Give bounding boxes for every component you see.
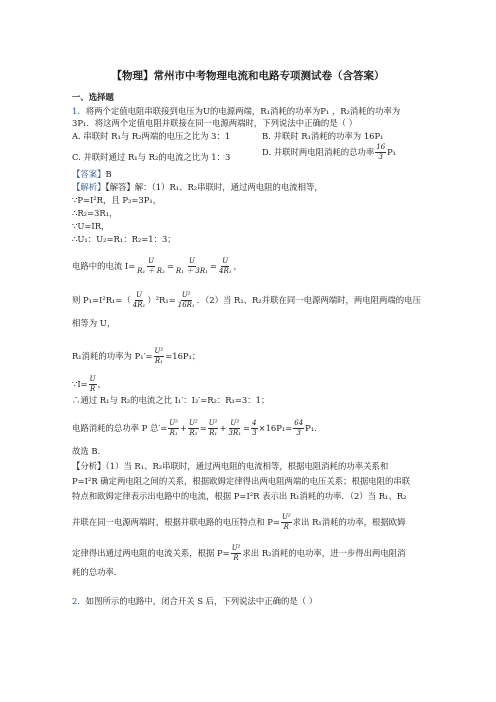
answer-line — [72, 169, 432, 180]
analysis-tag: 【解析】 — [72, 182, 106, 192]
choose-line: 故选 B． — [72, 446, 106, 456]
step-2: ∴R₂=3R₁， — [72, 208, 118, 218]
option-row-ab — [72, 131, 432, 142]
option-d: D. 并联时两电阻消耗的总功率 $\frac{16}{3}$ P₁ — [262, 143, 397, 161]
question-1-line-2: 3P₁．将这两个定值电阻并联接在同一电源两端时，下列说法中正确的是（ ） — [72, 118, 357, 128]
question-number: 1． — [72, 106, 86, 116]
fraction: $\frac{16}{3}$ — [376, 143, 386, 161]
current-formula: 电路中的电流 I= $\frac{U}{\text{R₁ ＋ R₂}}$ = $\frac{U}{\text{R₁ ＋ 3R₁}}$ = $\frac{U}{\text{4R₁}}$ ， — [72, 257, 242, 275]
question-1-line-1: 1．将两个定值电阻串联接到电压为U的电源两端，R₁消耗的功率为P₁ ，R₂消耗的功率为 — [72, 106, 401, 116]
analysis-line: 【解析】【解答】解：（1）R₁、R₂串联时，通过两电阻的电流相等， — [72, 182, 323, 192]
option-b: B. 并联时 R₁消耗的功率为 16P₁ — [262, 131, 384, 141]
question-2: 2．如图所示的电路中，闭合开关 S 后，下列说法中正确的是（ ） — [72, 596, 318, 606]
power-formula: 则 P₁=I²R₁=（ $\frac{U}{\text{4R₁}}$ ）²R₁= $\frac{\text{U²}}{\text{16R₁}}$ ．（2）当 R₁、R₂并联在同一电源两端时，两电阻两端的电压 — [72, 291, 421, 309]
step-1: ∵P=I²R，且 P₂=3P₁， — [72, 195, 162, 205]
question-number: 2． — [72, 596, 86, 606]
option-a: A. 串联时 R₁与 R₂两端的电压之比为 3：1 — [72, 131, 231, 141]
summary-line-6: 耗的总功率． — [72, 567, 123, 577]
option-row-cd — [72, 143, 432, 163]
summary-line-4: 并联在同一电源两端时，根据并联电路的电压特点和 P= $\frac{\text{U²}}{R}$ 求出 R₁消耗的功率，根据欧姆 — [72, 513, 406, 531]
power-formula-line-2: 相等为 U， — [72, 318, 116, 328]
summary-line-1: 【分析】（1）当 R₁、R₂串联时，通过两电阻的电流相等，根据电阻消耗的功率关系和 — [72, 461, 389, 471]
summary-line-5: 定律得出通过两电阻的电流关系，根据 P= $\frac{\text{U²}}{R}$ 求出 R₂消耗的电功率，进一步得出两电阻消 — [72, 544, 406, 562]
ohm-law: ∵I= $\frac{U}{R}$ ， — [72, 375, 106, 393]
section-heading: 一、选择题 — [72, 92, 114, 102]
summary-line-3: 特点和欧姆定律表示出电路中的电流，根据 P=I²R 表示出 R₁消耗的功率．（2）当 R₁、R₂ — [72, 491, 407, 501]
parallel-power: R₁消耗的功率为 P₁′= $\frac{\text{U²}}{\text{R₁}}$ =16P₁； — [72, 347, 201, 365]
answer-value: B — [105, 169, 112, 179]
document-title: 【物理】常州市中考物理电流和电路专项测试卷（含答案） — [111, 70, 385, 82]
summary-line-2: P=I²R 确定两电阻之间的关系，根据欧姆定律得出两电阻两端的电压关系；根据电阻的串联 — [72, 476, 411, 486]
answer-tag: 【答案】 — [72, 169, 106, 179]
step-3: ∵U=IR， — [72, 221, 110, 231]
current-ratio: ∴通过 R₁与 R₂的电流之比 I₁′：I₂′=R₂：R₁=3：1； — [72, 395, 270, 405]
step-4: ∴U₁：U₂=R₁：R₂=1：3； — [72, 234, 176, 244]
total-power: 电路消耗的总功率 P 总′= $\frac{\text{U²}}{\text{R₁}}$ + $\frac{\text{U²}}{\text{R₂}}$ = $\frac{\text{U²}}{\text{R₁}}$ + $\frac{\text{U²}}{\text{3R₁}}$ = $\frac{4}{3}$ ×16P₁= $\frac{64}{3}$ P₁． — [72, 419, 323, 437]
option-c: C. 并联时通过 R₁与 R₂的电流之比为 1：3 — [72, 152, 231, 162]
